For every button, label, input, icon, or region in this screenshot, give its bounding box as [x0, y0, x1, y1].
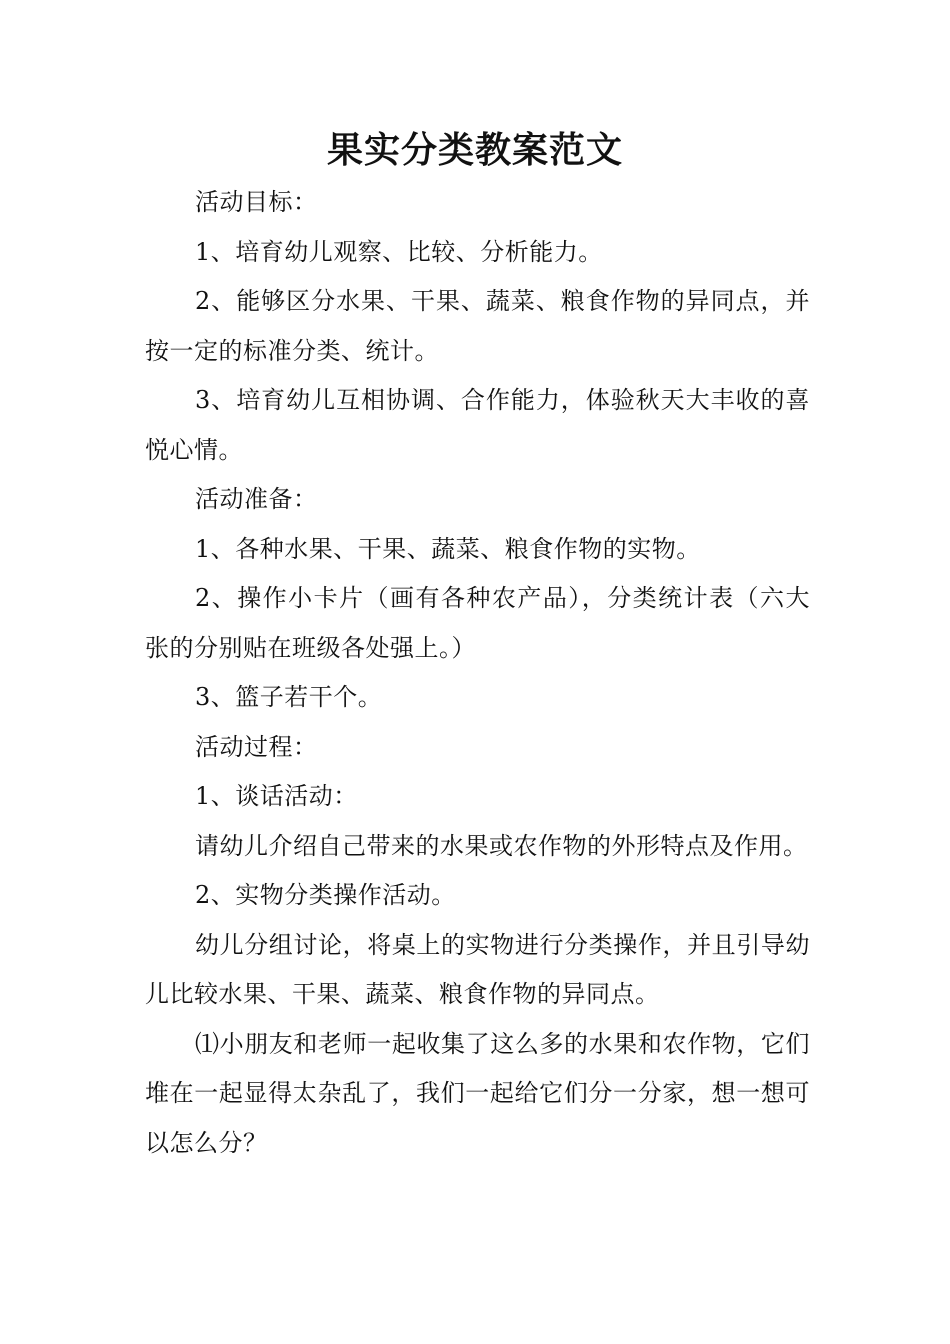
- document-title: 果实分类教案范文: [326, 130, 623, 171]
- section-heading-preparation: 活动准备：: [195, 485, 318, 513]
- process-step-2-heading: 2、实物分类操作活动。: [195, 881, 456, 909]
- objective-item-2: 2、能够区分水果、干果、蔬菜、粮食作物的异同点，并按一定的标准分类、统计。: [145, 287, 810, 365]
- preparation-item-3: 3、篮子若干个。: [195, 683, 383, 711]
- preparation-item-1: 1、各种水果、干果、蔬菜、粮食作物的实物。: [195, 534, 701, 563]
- process-step-2-text: 幼儿分组讨论，将桌上的实物进行分类操作，并且引导幼儿比较水果、干果、蔬菜、粮食作物的异同点。: [145, 930, 810, 1008]
- process-step-1-heading: 1、谈话活动：: [195, 782, 358, 810]
- section-heading-process: 活动过程：: [195, 732, 318, 761]
- objective-item-3: 3、培育幼儿互相协调、合作能力，体验秋天大丰收的喜悦心情。: [145, 386, 810, 464]
- process-step-1-text: 请幼儿介绍自己带来的水果或农作物的外形特点及作用。: [195, 831, 808, 860]
- process-step-2-question: ⑴小朋友和老师一起收集了这么多的水果和农作物，它们堆在一起显得太杂乱了，我们一起给它们分一分家，想一想可以怎么分？: [145, 1029, 810, 1157]
- section-heading-objectives: 活动目标：: [195, 188, 318, 216]
- document-body: [145, 178, 810, 1168]
- preparation-item-2: 2、操作小卡片（画有各种农产品），分类统计表（六大张的分别贴在班级各处强上。）: [145, 584, 810, 662]
- objective-item-1: 1、培育幼儿观察、比较、分析能力。: [195, 237, 603, 266]
